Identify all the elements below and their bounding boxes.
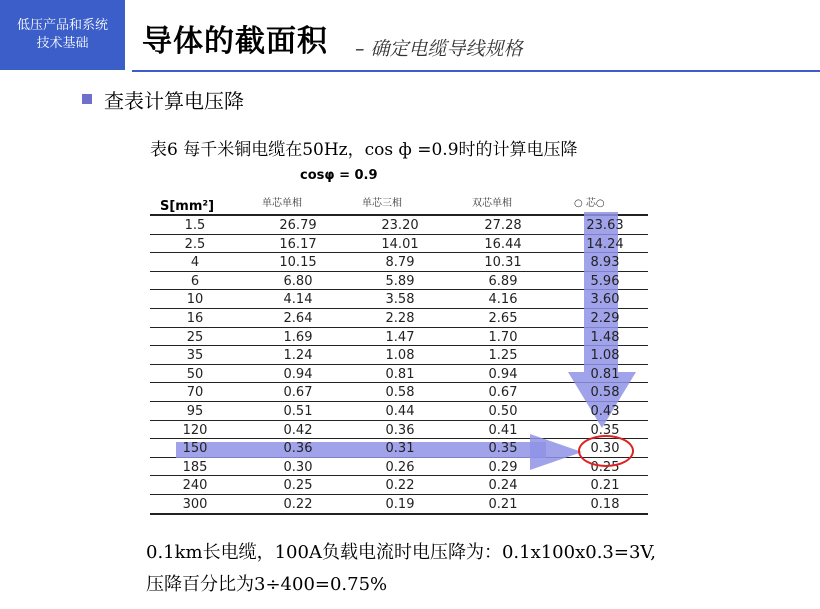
table-cell: 1.70: [488, 329, 518, 345]
cos-header: cosφ = 0.9: [300, 168, 378, 183]
table-cell: 0.36: [385, 422, 415, 438]
table-cell: 0.94: [488, 366, 518, 382]
badge-line2: 技术基础: [36, 36, 89, 51]
table-cell: 0.22: [385, 478, 415, 494]
table-cell: 185: [182, 459, 208, 475]
table-cell: 10: [186, 292, 204, 308]
table-cell: 1.5: [184, 218, 206, 233]
table-cell: 0.35: [590, 422, 620, 438]
badge-line1: 低压产品和系统: [16, 18, 108, 33]
table-cell: 0.26: [385, 459, 415, 475]
calc-line-1: 0.1km长电缆，100A负载电流时电压降为：0.1x100x0.3=3V,: [146, 542, 656, 563]
table-cell: 0.21: [488, 497, 518, 512]
table-cell: 0.58: [385, 385, 415, 401]
table-cell: 35: [186, 348, 204, 364]
table-row-rule: [150, 252, 648, 253]
table-cell: 6.80: [283, 273, 313, 289]
section-badge: [0, 0, 125, 70]
table-cell: 150: [182, 441, 208, 457]
table-cell: 0.21: [590, 478, 620, 494]
table-cell: 1.47: [385, 329, 415, 345]
table-cell: 25: [186, 329, 204, 345]
table-cell: 0.67: [488, 385, 518, 401]
page-title: 导体的截面积: [142, 24, 328, 59]
table-cell: 0.42: [283, 422, 313, 438]
page-subtitle: – 确定电缆导线规格: [355, 38, 523, 60]
table-cell: 10.31: [484, 255, 522, 271]
table-row-rule: [150, 494, 648, 495]
col-header-2: 单芯三相: [362, 198, 402, 209]
table-cell: 2.64: [283, 311, 313, 326]
table-row-rule: [150, 327, 648, 328]
table-cell: 0.29: [488, 459, 518, 475]
section-column-header: S[mm²]: [160, 199, 215, 214]
table-row-rule: [150, 289, 648, 290]
table-cell: 70: [186, 385, 204, 401]
table-cell: 0.24: [488, 478, 518, 494]
col-header-1: 单芯单相: [262, 198, 302, 209]
table-cell: 0.58: [590, 385, 620, 401]
table-cell: 23.20: [381, 218, 419, 233]
table-cell: 2.29: [590, 311, 620, 326]
table-cell: 0.25: [590, 459, 620, 475]
table-cell: 0.67: [283, 385, 313, 401]
table-cell: 2.5: [184, 236, 206, 252]
table-cell: 8.93: [590, 255, 620, 271]
table-cell: 1.08: [385, 348, 415, 364]
table-cell: 0.22: [283, 497, 313, 512]
table-row-rule: [150, 345, 648, 346]
table-cell: 0.44: [385, 404, 415, 419]
col-header-4: ○ 芯○: [574, 198, 605, 209]
table-cell: 0.36: [283, 441, 313, 457]
table-cell: 1.24: [283, 348, 313, 364]
col-header-3: 双芯单相: [472, 198, 512, 209]
table-cell: 10.15: [279, 255, 317, 271]
bullet-square-icon: [82, 94, 92, 104]
table-row-rule: [150, 513, 648, 515]
table-cell: 0.81: [385, 366, 415, 382]
table-cell: 4: [190, 255, 200, 271]
table-cell: 95: [186, 404, 204, 419]
table-cell: 27.28: [484, 218, 522, 233]
table-cell: 0.19: [385, 497, 415, 512]
table-cell: 3.60: [590, 292, 620, 308]
table-cell: 16: [186, 311, 204, 326]
table-cell: 0.41: [488, 422, 518, 438]
answer-circle: [578, 435, 634, 467]
table-cell: 5.89: [385, 273, 415, 289]
table-cell: 0.43: [590, 404, 620, 419]
table-top-rule: [150, 214, 648, 216]
table-cell: 120: [182, 422, 208, 438]
table-cell: 5.96: [590, 273, 620, 289]
table-cell: 50: [186, 366, 204, 382]
table-cell: 300: [182, 497, 208, 512]
table-row-rule: [150, 475, 648, 476]
table-cell: 14.24: [586, 236, 624, 252]
table-cell: 1.48: [590, 329, 620, 345]
table-cell: 16.17: [279, 236, 317, 252]
table-cell: 0.81: [590, 366, 620, 382]
table-row-rule: [150, 308, 648, 309]
table-row-rule: [150, 271, 648, 272]
table-cell: 1.08: [590, 348, 620, 364]
table-cell: 240: [182, 478, 208, 494]
table-cell: 0.25: [283, 478, 313, 494]
table-cell: 1.25: [488, 348, 518, 364]
table-cell: 4.16: [488, 292, 518, 308]
calc-line-2: 压降百分比为3÷400=0.75%: [146, 574, 388, 595]
table-row-rule: [150, 234, 648, 235]
table-caption: 表6 每千米铜电缆在50Hz，cos ф =0.9时的计算电压降: [150, 140, 578, 160]
table-cell: 1.69: [283, 329, 313, 345]
table-cell: 0.30: [283, 459, 313, 475]
table-cell: 6.89: [488, 273, 518, 289]
table-cell: 4.14: [283, 292, 313, 308]
table-cell: 3.58: [385, 292, 415, 308]
table-cell: 8.79: [385, 255, 415, 271]
bullet-text: 查表计算电压降: [104, 89, 244, 113]
table-cell: 0.18: [590, 497, 620, 512]
table-cell: 2.65: [488, 311, 518, 326]
title-underline: [132, 70, 820, 72]
table-cell: 0.35: [488, 441, 518, 457]
table-cell: 6: [190, 273, 200, 289]
table-cell: 16.44: [484, 236, 522, 252]
table-cell: 2.28: [385, 311, 415, 326]
table-cell: 26.79: [279, 218, 317, 233]
table-cell: 0.31: [385, 441, 415, 457]
table-cell: 0.94: [283, 366, 313, 382]
table-cell: 0.51: [283, 404, 313, 419]
table-cell: 0.30: [590, 441, 620, 457]
table-row-rule: [150, 364, 648, 365]
table-cell: 0.50: [488, 404, 518, 419]
table-cell: 23.63: [586, 218, 624, 233]
table-cell: 14.01: [381, 236, 419, 252]
